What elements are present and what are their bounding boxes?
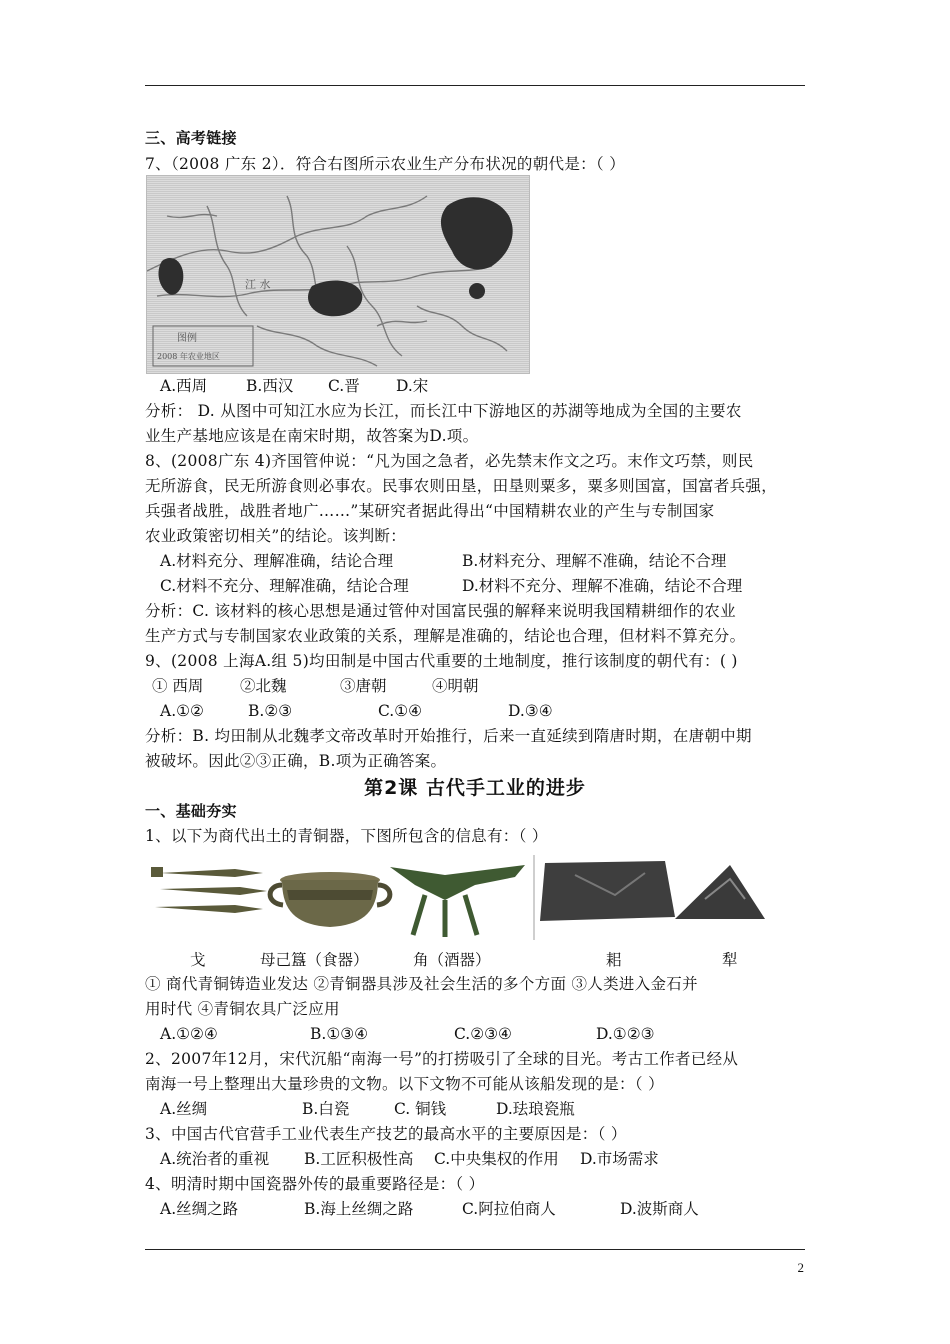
q8-option-a: A.材料充分、理解准确，结论合理 xyxy=(160,552,394,570)
b4-option-c: C.阿拉伯商人 xyxy=(462,1200,556,1218)
q9-option-a: A.①② xyxy=(160,702,204,720)
q9-option-b: B.②③ xyxy=(248,702,293,720)
li-plough-figure xyxy=(675,865,765,919)
jue-wine-vessel-figure xyxy=(390,865,525,937)
q8-stem-line1: 8、(2008广东 4)齐国管仲说：“凡为国之急者，必先禁末作文之巧。末作文巧禁，则民 xyxy=(145,452,754,470)
b2-stem-line2: 南海一号上整理出大量珍贵的文物。以下文物不可能从该船发现的是：（ ） xyxy=(145,1075,664,1093)
si-spade-figure xyxy=(540,861,675,921)
b3-option-d: D.市场需求 xyxy=(580,1150,659,1168)
header-rule xyxy=(145,85,805,86)
b1-option-b: B.①③④ xyxy=(310,1025,369,1043)
q7-option-d: D.宋 xyxy=(396,377,429,395)
gui-food-vessel-figure xyxy=(270,872,390,927)
b2-stem-line1: 2、2007年12月，宋代沉船“南海一号”的打捞吸引了全球的目光。考古工作者已经从 xyxy=(145,1050,739,1068)
caption-ge: 戈 xyxy=(190,951,206,969)
b1-option-c: C.②③④ xyxy=(454,1025,512,1043)
caption-gui: 母己簋（食器） xyxy=(260,951,369,969)
page-number: 2 xyxy=(797,1260,804,1275)
q8-option-b: B.材料充分、理解不准确，结论不合理 xyxy=(462,552,727,570)
q8-option-c: C.材料不充分、理解准确，结论合理 xyxy=(160,577,409,595)
b4-stem: 4、明清时期中国瓷器外传的最重要路径是：（ ） xyxy=(145,1175,485,1193)
map-legend-text: 2008 年农业地区 xyxy=(157,352,220,361)
q9-item-1: ① 西周 xyxy=(152,677,204,695)
section-title-basics: 一、基础夯实 xyxy=(145,802,237,820)
q9-option-c: C.①④ xyxy=(378,702,423,720)
b3-option-b: B.工匠积极性高 xyxy=(304,1150,414,1168)
bronze-artifacts-image xyxy=(145,855,785,940)
b2-option-b: B.白瓷 xyxy=(302,1100,350,1118)
q8-stem-line3: 兵强者战胜，战胜者地广……”某研究者据此得出“中国精耕农业的产生与专制国家 xyxy=(145,502,715,520)
q7-option-b: B.西汉 xyxy=(246,377,294,395)
q9-option-d: D.③④ xyxy=(508,702,553,720)
b4-option-a: A.丝绸之路 xyxy=(160,1200,239,1218)
b2-option-d: D.珐琅瓷瓶 xyxy=(496,1100,575,1118)
b4-option-b: B.海上丝绸之路 xyxy=(304,1200,414,1218)
q7-option-a: A.西周 xyxy=(160,377,208,395)
caption-jue: 角（酒器） xyxy=(413,951,491,969)
map-legend-title: 图例 xyxy=(177,333,197,344)
agriculture-map-image xyxy=(146,175,530,374)
b3-stem: 3、中国古代官营手工业代表生产技艺的最高水平的主要原因是：（ ） xyxy=(145,1125,627,1143)
b1-statements-line1: ① 商代青铜铸造业发达 ②青铜器具涉及社会生活的多个方面 ③人类进入金石并 xyxy=(145,975,698,993)
q8-analysis-line1: 分析：C. 该材料的核心思想是通过管仲对国富民强的解释来说明我国精耕细作的农业 xyxy=(145,602,736,620)
q7-option-c: C.晋 xyxy=(328,377,360,395)
q8-analysis-line2: 生产方式与专制国家农业政策的关系，理解是准确的，结论也合理，但材料不算充分。 xyxy=(145,627,746,645)
q8-stem-line4: 农业政策密切相关”的结论。该判断： xyxy=(145,527,407,545)
b3-option-a: A.统治者的重视 xyxy=(160,1150,270,1168)
caption-si: 耜 xyxy=(606,951,622,969)
q9-item-2: ②北魏 xyxy=(240,677,287,695)
b1-stem: 1、以下为商代出土的青铜器，下图所包含的信息有：（ ） xyxy=(145,827,548,845)
q7-stem: 7、（2008 广东 2）．符合右图所示农业生产分布状况的朝代是：（ ） xyxy=(145,155,626,173)
q7-analysis-line2: 业生产基地应该是在南宋时期，故答案为D.项。 xyxy=(145,427,479,445)
q9-analysis-line2: 被破坏。因此②③正确，B.项为正确答案。 xyxy=(145,752,447,770)
q9-item-3: ③唐朝 xyxy=(340,677,387,695)
q7-analysis-line1: 分析： D. 从图中可知江水应为长江，而长江中下游地区的苏湖等地成为全国的主要农 xyxy=(145,402,742,420)
b1-statements-line2: 用时代 ④青铜农具广泛应用 xyxy=(145,1000,340,1018)
q8-option-d: D.材料不充分、理解不准确，结论不合理 xyxy=(462,577,743,595)
map-river-label: 江 水 xyxy=(245,278,271,291)
q9-item-4: ④明朝 xyxy=(432,677,479,695)
q9-analysis-line1: 分析：B. 均田制从北魏孝文帝改革时开始推行，后来一直延续到隋唐时期，在唐朝中期 xyxy=(145,727,752,745)
b4-option-d: D.波斯商人 xyxy=(620,1200,699,1218)
b2-option-c: C. 铜钱 xyxy=(394,1100,447,1118)
lesson-title: 第2课 古代手工业的进步 xyxy=(364,777,586,799)
b3-option-c: C.中央集权的作用 xyxy=(434,1150,559,1168)
caption-li: 犁 xyxy=(722,951,738,969)
b2-option-a: A.丝绸 xyxy=(160,1100,208,1118)
section-title-gaokao: 三、高考链接 xyxy=(145,129,237,147)
q9-stem: 9、(2008 上海A.组 5)均田制是中国古代重要的土地制度，推行该制度的朝代有：( ) xyxy=(145,652,738,670)
b1-option-d: D.①②③ xyxy=(596,1025,655,1043)
q8-stem-line2: 无所游食，民无所游食则必事农。民事农则田垦，田垦则粟多，粟多则国富，国富者兵强， xyxy=(145,477,778,495)
footer-rule xyxy=(145,1249,805,1250)
b1-option-a: A.①②④ xyxy=(160,1025,218,1043)
ge-dagger-axe-figure xyxy=(151,867,267,913)
